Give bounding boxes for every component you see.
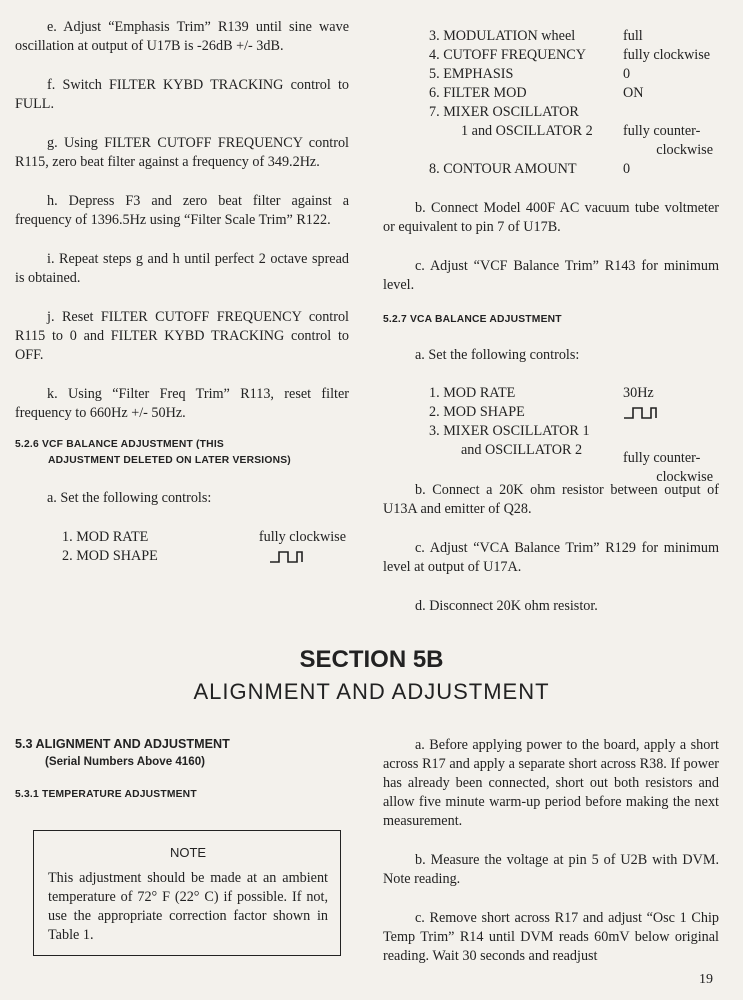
control-row	[429, 403, 719, 422]
note-box	[33, 830, 341, 956]
page-number: 19	[699, 972, 713, 987]
control-value: clockwise	[656, 142, 713, 158]
step-j: j. Reset FILTER CUTOFF FREQUENCY control R115 to 0 and FILTER KYBD TRACKING control to OFF.	[15, 309, 349, 363]
control-name: 6. FILTER MOD	[429, 85, 527, 101]
right-column	[383, 27, 719, 616]
step-a-vca: a. Set the following controls:	[415, 347, 580, 363]
heading-5-3: 5.3 ALIGNMENT AND ADJUSTMENT	[15, 737, 230, 751]
control-row	[429, 384, 719, 403]
step-b: b. Connect Model 400F AC vacuum tube voltmeter or equivalent to pin 7 of U17B.	[383, 200, 719, 235]
square-wave-icon	[623, 403, 719, 422]
step-k: k. Using “Filter Freq Trim” R113, reset filter frequency to 660Hz +/- 50Hz.	[15, 386, 349, 421]
controls-list	[15, 528, 346, 566]
control-name: 3. MIXER OSCILLATOR 1	[429, 423, 590, 439]
control-row	[429, 27, 719, 46]
step-d-vca: d. Disconnect 20K ohm resistor.	[415, 598, 598, 614]
note-title: NOTE	[169, 845, 207, 860]
step-b-temp: b. Measure the voltage at pin 5 of U2B with DVM. Note reading.	[383, 852, 719, 887]
control-name: 1 and OSCILLATOR 2	[461, 123, 593, 139]
control-name: 1. MOD RATE	[429, 385, 516, 401]
control-row	[62, 528, 346, 547]
control-row	[429, 122, 719, 141]
section-title: SECTION 5B	[299, 646, 444, 673]
square-wave-icon	[269, 547, 303, 566]
control-value: full	[623, 28, 643, 44]
heading-5-2-6-cont: ADJUSTMENT DELETED ON LATER VERSIONS)	[48, 455, 291, 466]
control-value: 0	[623, 161, 631, 177]
step-g: g. Using FILTER CUTOFF FREQUENCY control R115, zero beat filter against a frequency of 349.2Hz.	[15, 135, 349, 170]
control-name: 7. MIXER OSCILLATOR	[429, 104, 579, 120]
control-row	[429, 141, 719, 160]
step-f: f. Switch FILTER KYBD TRACKING control to FULL.	[15, 77, 349, 112]
step-c-temp: c. Remove short across R17 and adjust “Osc 1 Chip Temp Trim” R14 until DVM reads 60mV below original reading. Wait 30 seconds and readjust	[383, 910, 719, 964]
control-value	[623, 103, 719, 122]
control-row	[429, 441, 719, 468]
control-value: fully counter-	[623, 450, 701, 466]
left-column	[15, 18, 349, 566]
control-name: 3. MODULATION wheel	[429, 28, 576, 44]
step-c: c. Adjust “VCF Balance Trim” R143 for minimum level.	[383, 258, 719, 293]
control-name: 4. CUTOFF FREQUENCY	[429, 47, 587, 63]
step-a: a. Set the following controls:	[47, 490, 212, 506]
bottom-right-column	[383, 736, 719, 966]
control-row	[429, 103, 719, 122]
step-e: e. Adjust “Emphasis Trim” R139 until sine wave oscillation at output of U17B is -26dB +/- 3dB.	[15, 19, 349, 54]
step-b-vca: b. Connect a 20K ohm resistor between output of U13A and emitter of Q28.	[383, 482, 719, 517]
control-value: fully counter-	[623, 123, 701, 139]
control-value: ON	[623, 85, 644, 101]
control-row	[429, 65, 719, 84]
heading-5-3-1: 5.3.1 TEMPERATURE ADJUSTMENT	[15, 789, 197, 800]
heading-5-2-7: 5.2.7 VCA BALANCE ADJUSTMENT	[383, 314, 562, 325]
control-value: clockwise	[656, 469, 713, 485]
control-name: 2. MOD SHAPE	[429, 404, 525, 420]
control-value	[623, 422, 719, 441]
control-value: fully clockwise	[258, 529, 346, 545]
section-subtitle: ALIGNMENT AND ADJUSTMENT	[193, 679, 550, 704]
control-row	[429, 84, 719, 103]
bottom-left-column	[15, 735, 349, 803]
heading-5-2-6: 5.2.6 VCF BALANCE ADJUSTMENT (THIS	[15, 439, 224, 450]
control-value: 30Hz	[623, 385, 654, 401]
control-value: fully clockwise	[623, 47, 711, 63]
control-row	[62, 547, 346, 566]
control-name: 2. MOD SHAPE	[62, 548, 158, 564]
controls-list-continued	[383, 27, 719, 179]
control-name: 1. MOD RATE	[62, 529, 149, 545]
heading-5-3-serial: (Serial Numbers Above 4160)	[45, 755, 206, 768]
control-name: 8. CONTOUR AMOUNT	[429, 161, 577, 177]
controls-list-vca	[383, 384, 719, 487]
control-row	[429, 160, 719, 179]
step-h: h. Depress F3 and zero beat filter against a frequency of 1396.5Hz using “Filter Scale Trim” R122.	[15, 193, 349, 228]
step-c-vca: c. Adjust “VCA Balance Trim” R129 for minimum level at output of U17A.	[383, 540, 719, 575]
control-name: 5. EMPHASIS	[429, 66, 514, 82]
step-a-temp: a. Before applying power to the board, apply a short across R17 and apply a separate short across R38. If power has already been connected, short out both resistors and allow five minute warm-up period before making the next measurement.	[383, 737, 719, 829]
control-row	[429, 422, 719, 441]
control-value: 0	[623, 66, 631, 82]
control-name: and OSCILLATOR 2	[461, 442, 583, 458]
control-row	[429, 46, 719, 65]
step-i: i. Repeat steps g and h until perfect 2 octave spread is obtained.	[15, 251, 349, 286]
note-body: This adjustment should be made at an ambient temperature of 72° F (22° C) if possible. If not, use the appropriate correction factor shown in Table 1.	[48, 870, 328, 943]
